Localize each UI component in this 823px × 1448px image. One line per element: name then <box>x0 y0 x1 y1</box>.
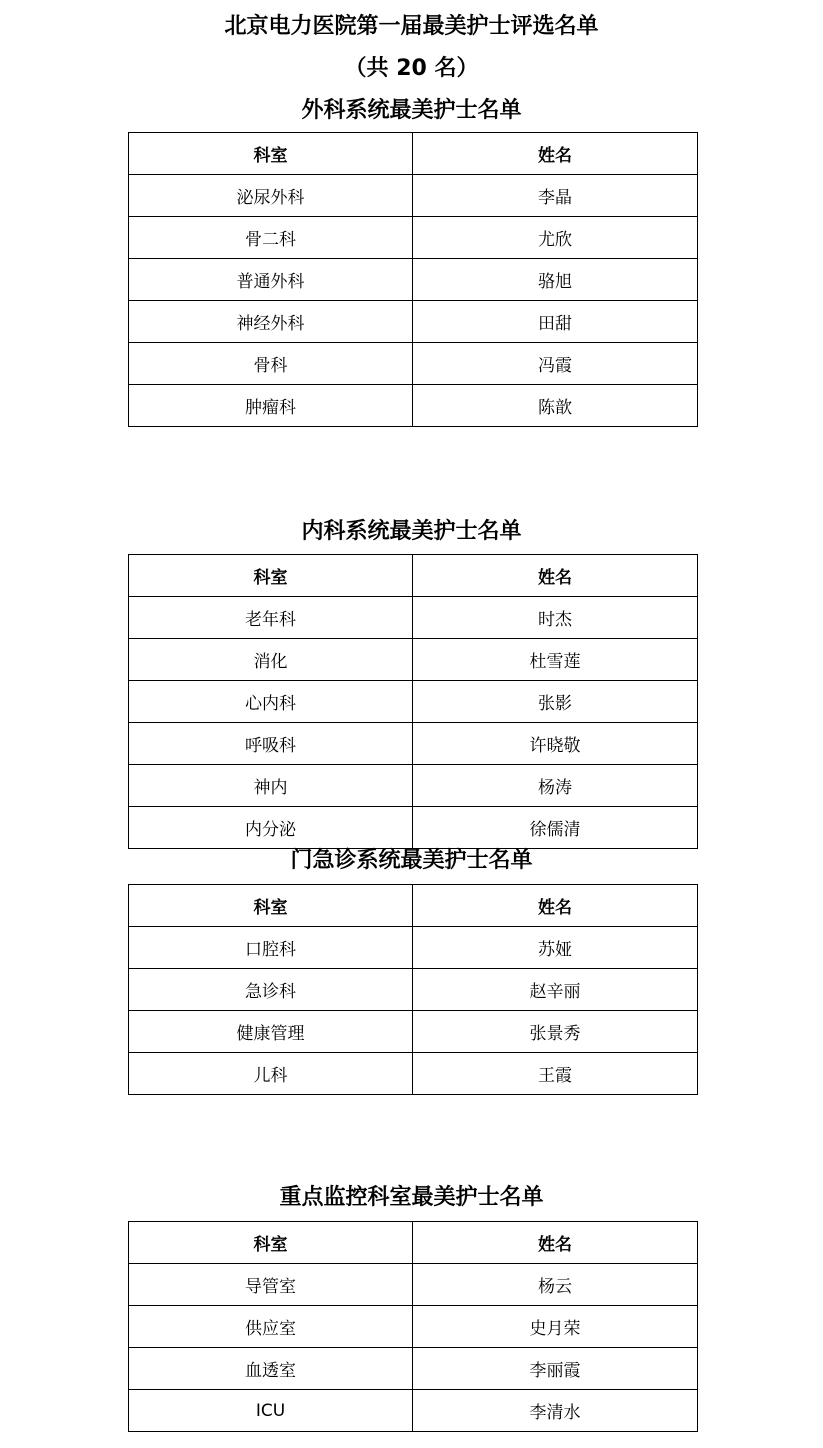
table-row <box>129 765 698 807</box>
column-header-name: 姓名 <box>413 885 698 927</box>
table-row <box>129 301 698 343</box>
dept-cell: 骨科 <box>129 343 413 385</box>
dept-cell: 供应室 <box>129 1306 413 1348</box>
name-cell: 史月荣 <box>413 1306 698 1348</box>
section-heading-outpatient: 门急诊系统最美护士名单 <box>290 848 533 873</box>
name-cell: 苏娅 <box>413 927 698 969</box>
dept-cell: 神经外科 <box>129 301 413 343</box>
name-cell: 杨涛 <box>413 765 698 807</box>
name-cell: 陈歆 <box>413 385 698 427</box>
dept-cell: 神内 <box>129 765 413 807</box>
name-cell: 时杰 <box>413 597 698 639</box>
table-row <box>129 1348 698 1390</box>
table-header-row <box>129 885 698 927</box>
dept-cell: 肿瘤科 <box>129 385 413 427</box>
table-row <box>129 639 698 681</box>
table-header-row <box>129 133 698 175</box>
table-surgery <box>128 132 698 427</box>
name-cell: 骆旭 <box>413 259 698 301</box>
dept-cell: 呼吸科 <box>129 723 413 765</box>
section-heading-internal: 内科系统最美护士名单 <box>301 519 522 544</box>
dept-cell: 骨二科 <box>129 217 413 259</box>
section-heading-surgery: 外科系统最美护士名单 <box>301 98 522 123</box>
table-outpatient <box>128 884 698 1095</box>
name-cell: 张景秀 <box>413 1011 698 1053</box>
column-header-dept: 科室 <box>129 885 413 927</box>
table-row <box>129 681 698 723</box>
dept-cell: 心内科 <box>129 681 413 723</box>
name-cell: 李晶 <box>413 175 698 217</box>
name-cell: 冯霞 <box>413 343 698 385</box>
dept-cell: 普通外科 <box>129 259 413 301</box>
table-header-row <box>129 555 698 597</box>
dept-cell: 儿科 <box>129 1053 413 1095</box>
name-cell: 李清水 <box>413 1390 698 1432</box>
column-header-name: 姓名 <box>413 555 698 597</box>
table-row <box>129 1390 698 1432</box>
table-row <box>129 259 698 301</box>
table-row <box>129 807 698 849</box>
dept-cell: 健康管理 <box>129 1011 413 1053</box>
dept-cell: ICU <box>129 1390 413 1432</box>
dept-cell: 急诊科 <box>129 969 413 1011</box>
name-cell: 赵辛丽 <box>413 969 698 1011</box>
dept-cell: 老年科 <box>129 597 413 639</box>
dept-cell: 血透室 <box>129 1348 413 1390</box>
table-row <box>129 217 698 259</box>
name-cell: 许晓敬 <box>413 723 698 765</box>
section-heading-key-monitoring: 重点监控科室最美护士名单 <box>279 1185 544 1210</box>
name-cell: 田甜 <box>413 301 698 343</box>
table-row <box>129 927 698 969</box>
table-row <box>129 597 698 639</box>
table-header-row <box>129 1222 698 1264</box>
table-row <box>129 1053 698 1095</box>
name-cell: 李丽霞 <box>413 1348 698 1390</box>
name-cell: 王霞 <box>413 1053 698 1095</box>
table-row <box>129 343 698 385</box>
column-header-dept: 科室 <box>129 133 413 175</box>
name-cell: 杨云 <box>413 1264 698 1306</box>
column-header-dept: 科室 <box>129 555 413 597</box>
dept-cell: 泌尿外科 <box>129 175 413 217</box>
table-internal <box>128 554 698 849</box>
dept-cell: 导管室 <box>129 1264 413 1306</box>
dept-cell: 口腔科 <box>129 927 413 969</box>
dept-cell: 消化 <box>129 639 413 681</box>
name-cell: 张影 <box>413 681 698 723</box>
column-header-name: 姓名 <box>413 1222 698 1264</box>
table-row <box>129 175 698 217</box>
column-header-name: 姓名 <box>413 133 698 175</box>
table-row <box>129 1306 698 1348</box>
table-key-monitoring <box>128 1221 698 1432</box>
table-row <box>129 1011 698 1053</box>
column-header-dept: 科室 <box>129 1222 413 1264</box>
table-row <box>129 723 698 765</box>
document-title: 北京电力医院第一届最美护士评选名单 <box>224 14 599 39</box>
table-row <box>129 969 698 1011</box>
document-subtitle: （共 20 名） <box>344 56 479 81</box>
name-cell: 尤欣 <box>413 217 698 259</box>
table-row <box>129 385 698 427</box>
table-row <box>129 1264 698 1306</box>
dept-cell: 内分泌 <box>129 807 413 849</box>
name-cell: 杜雪莲 <box>413 639 698 681</box>
name-cell: 徐儒清 <box>413 807 698 849</box>
